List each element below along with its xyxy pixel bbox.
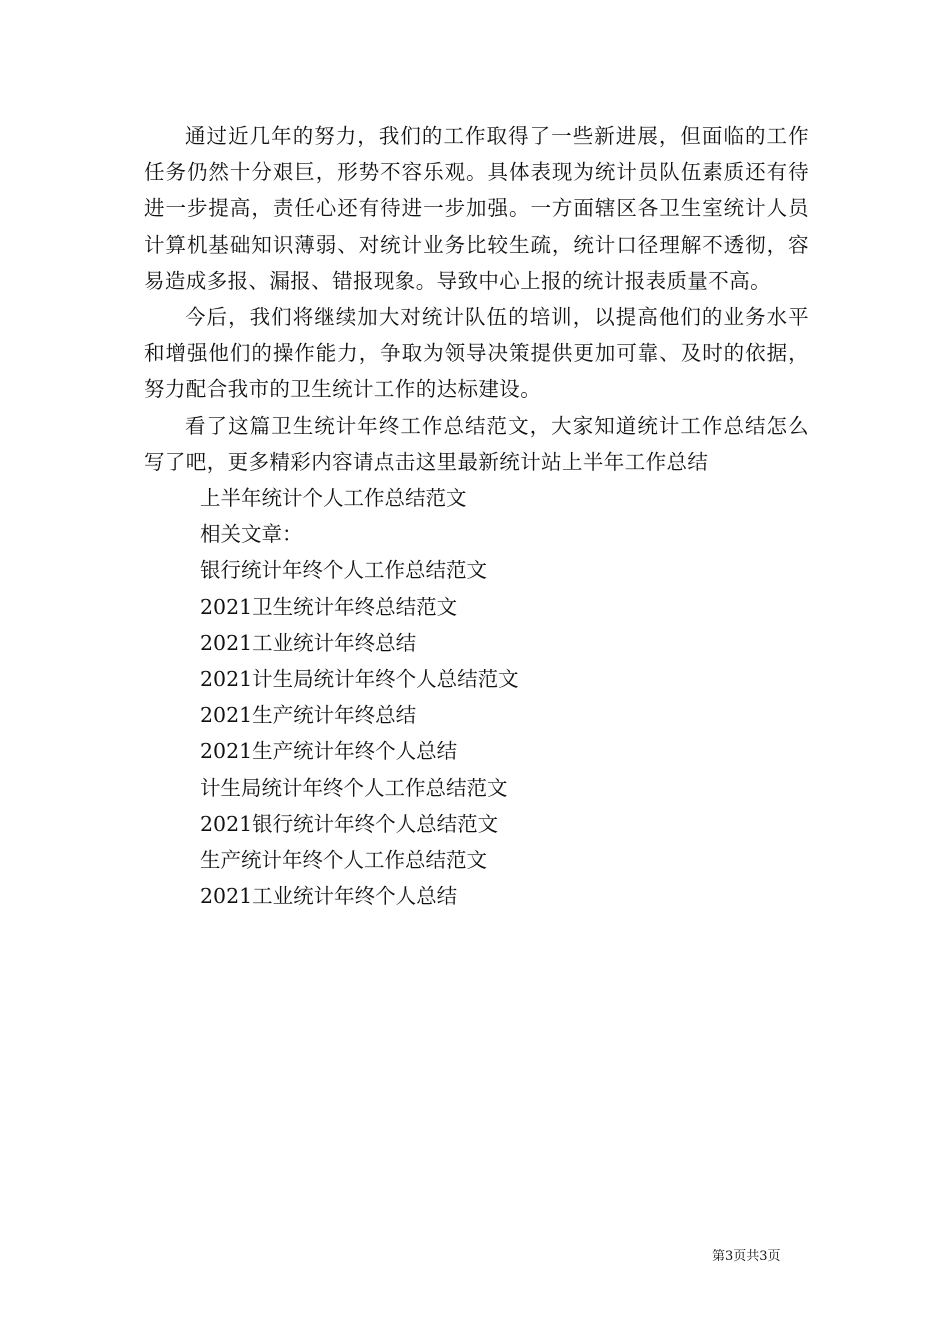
related-article-link[interactable]: 2021工业统计年终总结 <box>200 630 417 655</box>
related-article-link[interactable]: 2021工业统计年终个人总结 <box>200 884 458 909</box>
related-article-link[interactable]: 生产统计年终个人工作总结范文 <box>200 848 487 873</box>
related-article-link[interactable]: 2021银行统计年终个人总结范文 <box>200 811 499 836</box>
page-indicator: 第3页共3页 <box>712 1249 781 1264</box>
related-article-link[interactable]: 2021生产统计年终总结 <box>200 703 417 728</box>
related-article-link[interactable]: 2021卫生统计年终总结范文 <box>200 594 458 619</box>
paragraph-2: 今后，我们将继续加大对统计队伍的培训，以提高他们的业务水平和增强他们的操作能力，争取为领导决策提供更加可靠、及时的依据，努力配合我市的卫生统计工作的达标建设。 <box>144 305 809 402</box>
related-heading: 相关文章： <box>200 522 303 547</box>
paragraph-1: 通过近几年的努力，我们的工作取得了一些新进展，但面临的工作任务仍然十分艰巨，形势不容乐观。具体表现为统计员队伍素质还有待进一步提高，责任心还有待进一步加强。一方面辖区各卫生室统计人员计算机基础知识薄弱、对统计业务比较生疏，统计口径理解不透彻，容易造成多报、漏报、错报现象。导致中心上报的统计报表质量不高。 <box>144 124 809 293</box>
related-article-link[interactable]: 计生局统计年终个人工作总结范文 <box>200 775 508 800</box>
related-article-link[interactable]: 2021生产统计年终个人总结 <box>200 739 458 764</box>
related-articles-list <box>144 552 809 914</box>
document-body <box>144 118 809 914</box>
related-article-link[interactable]: 银行统计年终个人工作总结范文 <box>200 558 487 583</box>
trailing-link[interactable]: 上半年统计个人工作总结范文 <box>200 486 467 511</box>
related-article-link[interactable]: 2021计生局统计年终个人总结范文 <box>200 667 519 692</box>
paragraph-3: 看了这篇卫生统计年终工作总结范文，大家知道统计工作总结怎么写了吧，更多精彩内容请点击这里最新统计站上半年工作总结 <box>144 413 809 474</box>
